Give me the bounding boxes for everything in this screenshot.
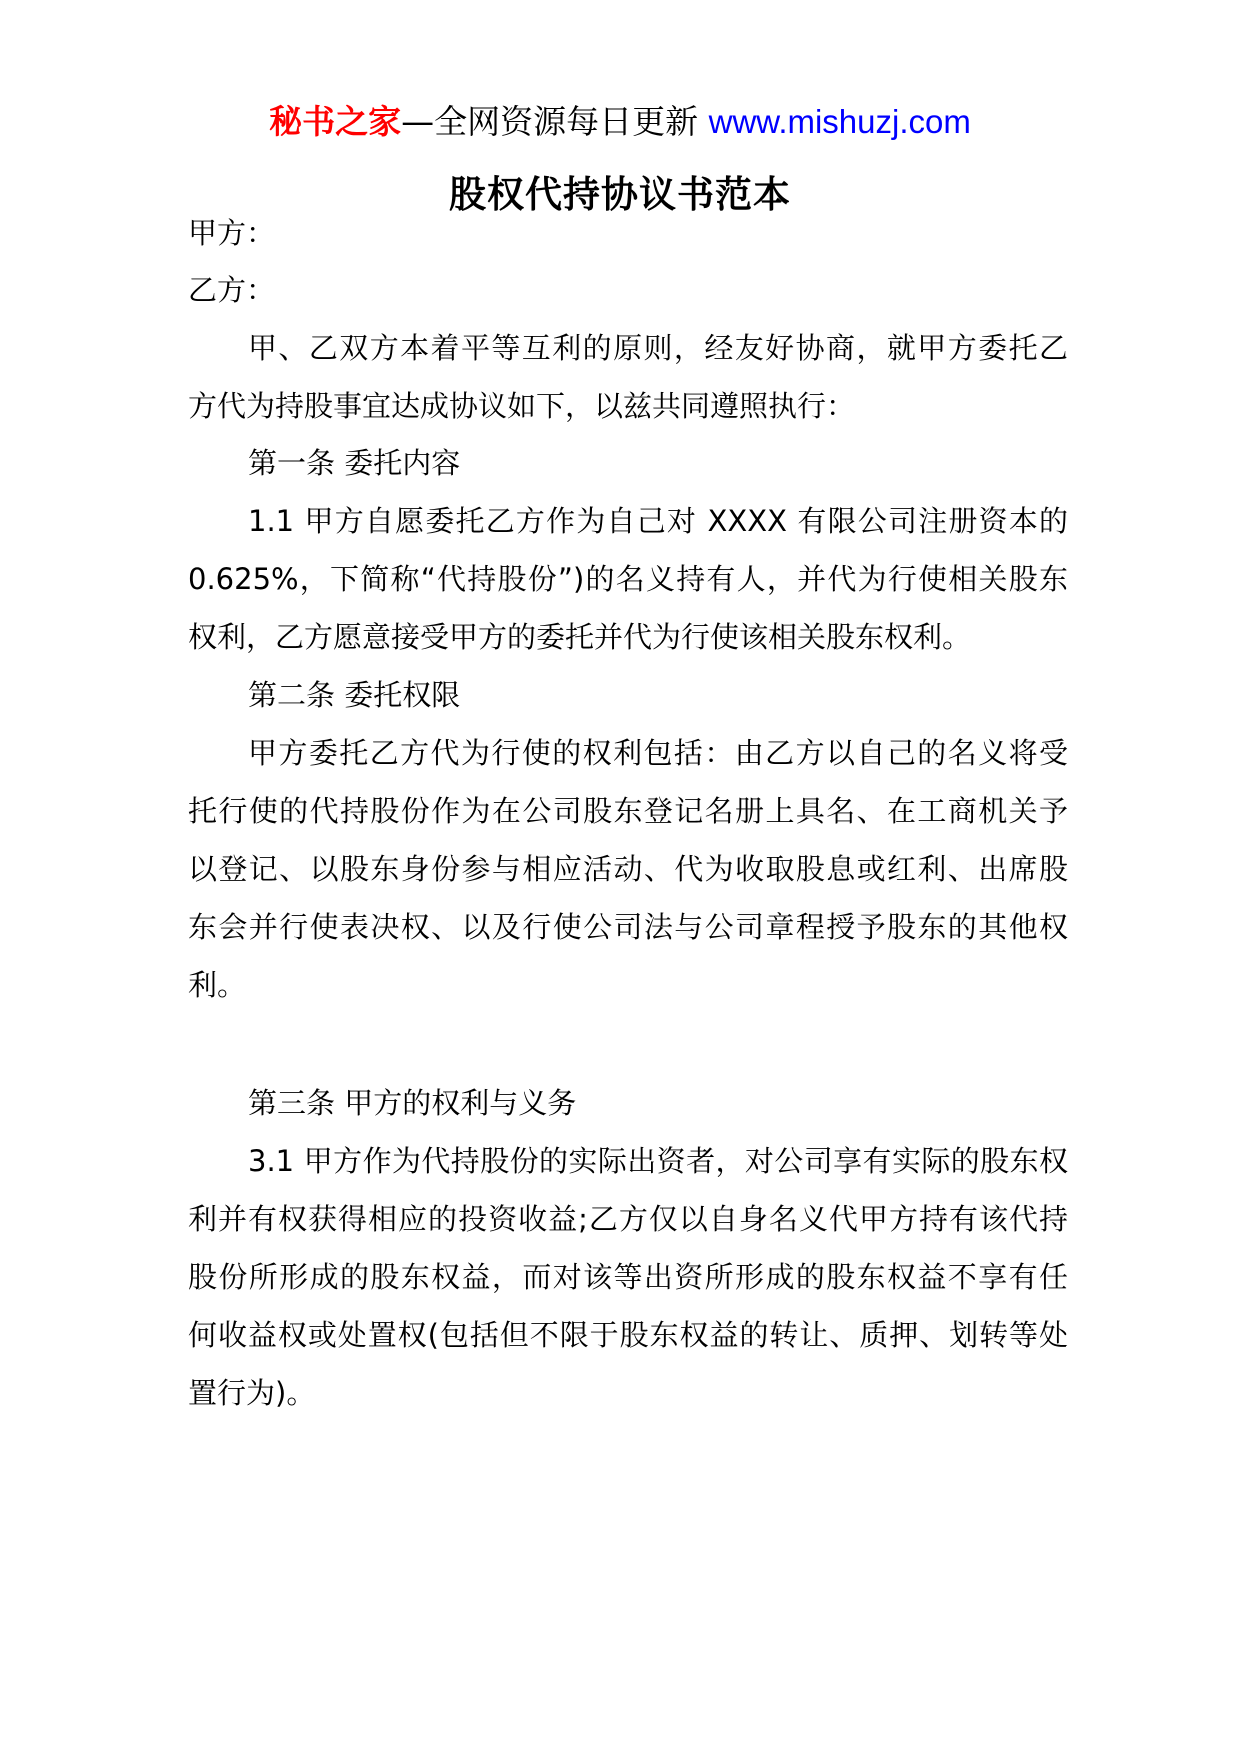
article-3-line: 何收益权或处置权(包括但不限于股东权益的转让、质押、划转等处 — [188, 1318, 1068, 1352]
article-1-heading: 第一条 委托内容 — [248, 446, 461, 480]
party-b-label: 乙方： — [188, 273, 276, 307]
article-3-line: 利并有权获得相应的投资收益;乙方仅以自身名义代甲方持有该代持 — [188, 1202, 1068, 1236]
article-1-line: 权利，乙方愿意接受甲方的委托并代为行使该相关股东权利。 — [188, 620, 972, 654]
document-title: 股权代持协议书范本 — [449, 172, 791, 216]
article-3-line: 置行为)。 — [188, 1376, 316, 1410]
brand-name: 秘书之家 — [269, 102, 402, 141]
site-url-link[interactable]: www.mishuzj.com — [708, 103, 971, 140]
article-1-line: 1.1 甲方自愿委托乙方作为自己对 XXXX 有限公司注册资本的 — [248, 504, 1068, 538]
article-2-line: 托行使的代持股份作为在公司股东登记名册上具名、在工商机关予 — [188, 794, 1068, 828]
article-2-line: 利。 — [188, 968, 247, 1002]
article-3-heading: 第三条 甲方的权利与义务 — [248, 1086, 577, 1120]
site-banner — [0, 98, 1240, 146]
article-1-line: 0.625%，下简称“代持股份”)的名义持有人，并代为行使相关股东 — [188, 562, 1068, 596]
banner-tagline: —全网资源每日更新 — [401, 102, 709, 141]
article-2-heading: 第二条 委托权限 — [248, 678, 461, 712]
article-3-line: 股份所形成的股东权益，而对该等出资所形成的股东权益不享有任 — [188, 1260, 1068, 1294]
article-2-line: 甲方委托乙方代为行使的权利包括：由乙方以自己的名义将受 — [248, 736, 1068, 770]
intro-line: 方代为持股事宜达成协议如下，以兹共同遵照执行： — [188, 389, 856, 423]
intro-line: 甲、乙双方本着平等互利的原则，经友好协商，就甲方委托乙 — [248, 331, 1068, 365]
article-2-line: 以登记、以股东身份参与相应活动、代为收取股息或红利、出席股 — [188, 852, 1068, 886]
article-2-line: 东会并行使表决权、以及行使公司法与公司章程授予股东的其他权 — [188, 910, 1068, 944]
party-a-label: 甲方： — [188, 216, 276, 250]
article-3-line: 3.1 甲方作为代持股份的实际出资者，对公司享有实际的股东权 — [248, 1144, 1068, 1178]
